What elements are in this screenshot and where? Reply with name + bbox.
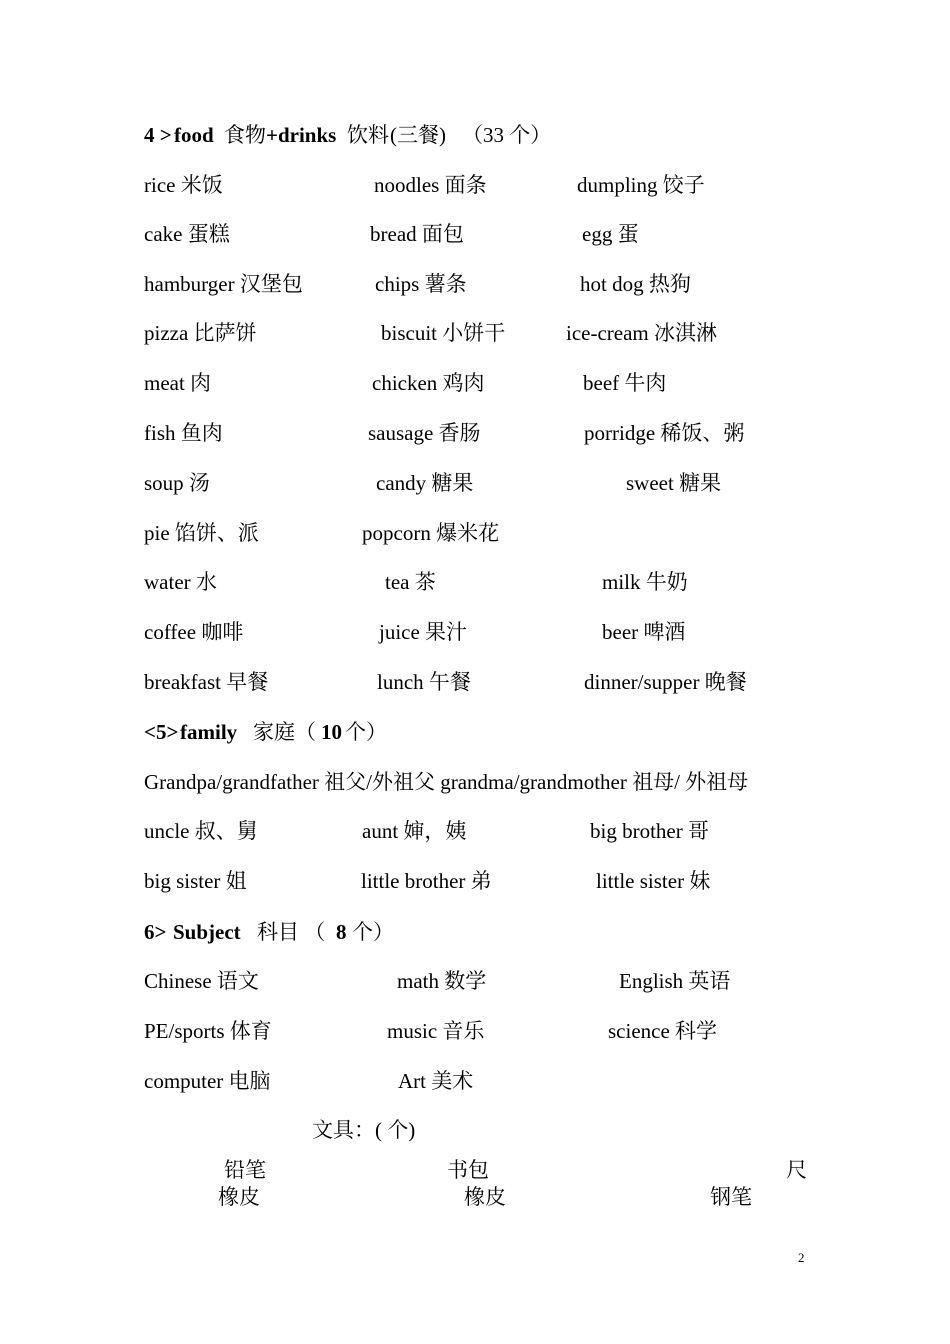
vocab-item: 橡皮: [218, 1185, 260, 1209]
heading-close: 个）: [345, 720, 387, 744]
vocab-item: juice 果汁: [379, 620, 468, 644]
vocab-item: chips 薯条: [375, 272, 467, 296]
vocab-row: [0, 565, 950, 599]
heading-cn: 文具：( 个): [312, 1118, 416, 1142]
vocab-item: pizza 比萨饼: [144, 321, 257, 345]
heading-en: family: [180, 720, 238, 744]
vocab-row: [0, 217, 950, 251]
vocab-item: little brother 弟: [361, 869, 492, 893]
vocab-item: biscuit 小饼干: [381, 321, 506, 345]
vocab-item: uncle 叔、舅: [144, 819, 258, 843]
vocab-item: PE/sports 体育: [144, 1019, 272, 1043]
vocab-item: 尺: [786, 1158, 807, 1182]
heading-count: （33 个）: [462, 123, 552, 147]
vocab-row: [0, 1180, 950, 1214]
vocab-item: sweet 糖果: [626, 471, 722, 495]
vocab-row: [0, 1014, 950, 1048]
vocab-item: cake 蛋糕: [144, 222, 230, 246]
vocab-item: breakfast 早餐: [144, 670, 269, 694]
heading-paren: (三餐): [390, 123, 446, 147]
vocab-item: pie 馅饼、派: [144, 521, 259, 545]
vocab-row: [0, 964, 950, 998]
heading-cn: 食物: [224, 123, 266, 147]
heading-number: 6>: [144, 920, 167, 944]
vocab-item: egg 蛋: [582, 222, 639, 246]
heading-en: Subject: [173, 920, 241, 944]
vocab-row: [0, 864, 950, 898]
vocab-item: fish 鱼肉: [144, 421, 223, 445]
vocab-item: bread 面包: [370, 222, 464, 246]
heading-en-2: +drinks: [266, 123, 337, 147]
vocab-item: rice 米饭: [144, 173, 223, 197]
vocab-item: aunt 婶，姨: [362, 819, 467, 843]
vocab-item: math 数学: [397, 969, 487, 993]
heading-en: food: [174, 123, 214, 147]
vocab-row: [0, 814, 950, 848]
vocab-item: milk 牛奶: [602, 570, 688, 594]
heading-cn: 家庭（: [253, 720, 316, 744]
vocab-item: soup 汤: [144, 471, 210, 495]
vocab-row: [0, 316, 950, 350]
vocab-row: [0, 1064, 950, 1098]
vocab-item: big brother 哥: [590, 819, 709, 843]
vocab-item: beef 牛肉: [583, 371, 667, 395]
vocab-item: hamburger 汉堡包: [144, 272, 303, 296]
heading-count: 10: [321, 720, 342, 744]
vocab-item: candy 糖果: [376, 471, 474, 495]
vocab-row: [0, 416, 950, 450]
section-heading-stationery: [0, 1113, 950, 1147]
vocab-item: dumpling 饺子: [577, 173, 705, 197]
heading-number: <5>: [144, 720, 179, 744]
vocab-item: English 英语: [619, 969, 731, 993]
vocab-item: 铅笔: [224, 1158, 266, 1182]
vocab-item: Art 美术: [398, 1069, 474, 1093]
vocab-item: beer 啤酒: [602, 620, 686, 644]
vocab-item: ice-cream 冰淇淋: [566, 321, 718, 345]
vocab-item: science 科学: [608, 1019, 718, 1043]
page-number: 2: [798, 1250, 805, 1265]
vocab-item: little sister 妹: [596, 869, 711, 893]
vocab-item: Chinese 语文: [144, 969, 259, 993]
section-heading-family: [0, 715, 950, 749]
vocab-row: [0, 615, 950, 649]
vocab-item: hot dog 热狗: [580, 272, 691, 296]
heading-count: 8: [336, 920, 347, 944]
vocab-item: popcorn 爆米花: [362, 521, 500, 545]
vocab-row: [0, 665, 950, 699]
vocab-item: music 音乐: [387, 1019, 485, 1043]
vocab-item: Grandpa/grandfather 祖父/外祖父 grandma/grandmother 祖母/ 外祖母: [144, 770, 749, 794]
vocab-item: water 水: [144, 570, 217, 594]
vocab-row: [0, 516, 950, 550]
vocab-item: sausage 香肠: [368, 421, 481, 445]
section-heading-food: [0, 118, 950, 152]
heading-cn-2: 饮料: [347, 123, 389, 147]
vocab-row: [0, 366, 950, 400]
heading-close: 个）: [352, 920, 394, 944]
vocab-row: [0, 267, 950, 301]
vocab-item: chicken 鸡肉: [372, 371, 485, 395]
section-heading-subject: [0, 915, 950, 949]
heading-number: 4 >: [144, 123, 172, 147]
vocab-item: lunch 午餐: [377, 670, 471, 694]
vocab-item: big sister 姐: [144, 869, 247, 893]
vocab-item: 橡皮: [464, 1185, 506, 1209]
vocab-row-wide: [0, 765, 950, 799]
vocab-item: 钢笔: [710, 1185, 752, 1209]
vocab-item: computer 电脑: [144, 1069, 271, 1093]
vocab-item: dinner/supper 晚餐: [584, 670, 747, 694]
vocab-row: [0, 466, 950, 500]
vocab-item: meat 肉: [144, 371, 212, 395]
vocab-item: tea 茶: [385, 570, 436, 594]
vocab-item: porridge 稀饭、粥: [584, 421, 745, 445]
vocab-item: coffee 咖啡: [144, 620, 244, 644]
vocab-item: noodles 面条: [374, 173, 487, 197]
vocab-item: 书包: [447, 1158, 489, 1182]
heading-cn: 科目 （: [257, 920, 326, 944]
vocab-row: [0, 168, 950, 202]
